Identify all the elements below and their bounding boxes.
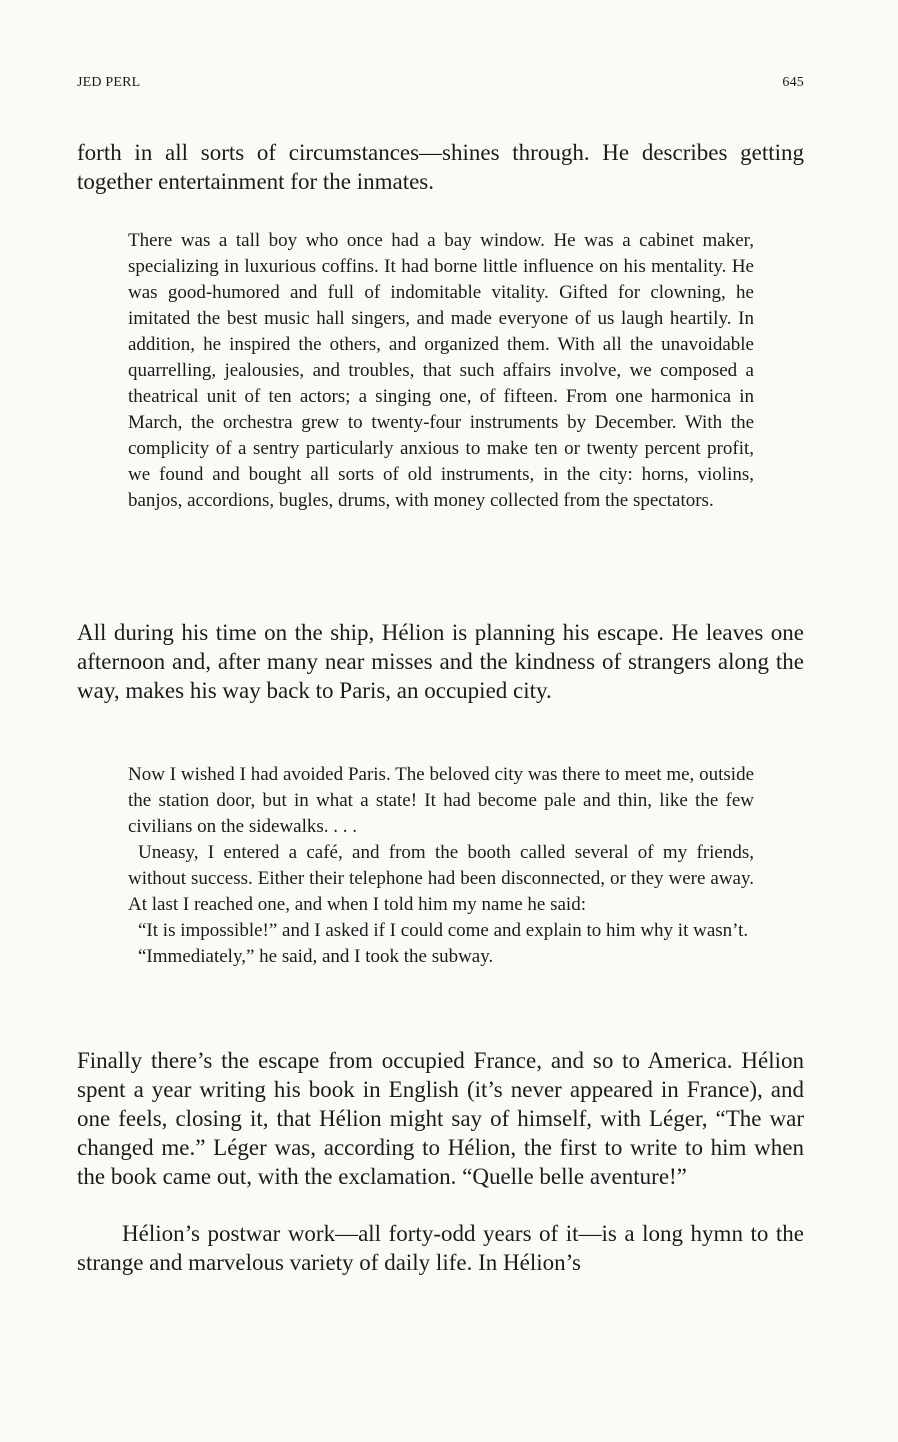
running-head — [77, 75, 804, 95]
quote-2-line-4: “Immediately,” he said, and I took the subway. — [138, 946, 494, 967]
page-number: 645 — [782, 75, 804, 90]
paragraph-1: forth in all sorts of circumstances—shines through. He describes getting together entertainment for the inmates. — [77, 140, 804, 194]
block-quote-paris — [128, 762, 754, 970]
quote-2-line-3: “It is impossible!” and I asked if I could come and explain to him why it wasn’t. — [138, 920, 749, 941]
quote-2-line-1: Now I wished I had avoided Paris. The beloved city was there to meet me, outside the station door, but in what a state! It had become pale and thin, like the few civilians on the sidewalks. . . . — [128, 764, 754, 837]
quote-2-line-2: Uneasy, I entered a café, and from the booth called several of my friends, without success. Either their telephone had been disconnected, or they were away. At last I reached one, and when I told him my name he said: — [128, 842, 754, 915]
paragraph-4: Hélion’s postwar work—all forty-odd years of it—is a long hymn to the strange and marvelous variety of daily life. In Hélion’s — [77, 1221, 804, 1275]
block-quote-entertainment — [128, 228, 754, 514]
paragraph-2: All during his time on the ship, Hélion is planning his escape. He leaves one afternoon and, after many near misses and the kindness of strangers along the way, makes his way back to Paris, an occupied city. — [77, 620, 804, 703]
quote-1-text: There was a tall boy who once had a bay window. He was a cabinet maker, specializing in luxurious coffins. It had borne little influence on his mentality. He was good-humored and full of indomitable vitality. Gifted for clowning, he imitated the best music hall singers, and made everyone of us laugh heartily. In addition, he inspired the others, and organized them. With all the unavoidable quarrelling, jealousies, and troubles, that such affairs involve, we composed a theatrical unit of ten actors; a singing one, of fifteen. From one harmonica in March, the orchestra grew to twenty-four instruments by December. With the complicity of a sentry particularly anxious to make ten or twenty percent profit, we found and bought all sorts of old instruments, in the city: horns, violins, banjos, accordions, bugles, drums, with money collected from the spectators. — [128, 230, 754, 511]
running-head-author: JED PERL — [77, 75, 141, 90]
paragraph-3: Finally there’s the escape from occupied France, and so to America. Hélion spent a year writing his book in English (it’s never appeared in France), and one feels, closing it, that Hélion might say of himself, with Léger, “The war changed me.” Léger was, according to Hélion, the first to write to him when the book came out, with the exclamation. “Quelle belle aventure!” — [77, 1048, 804, 1189]
